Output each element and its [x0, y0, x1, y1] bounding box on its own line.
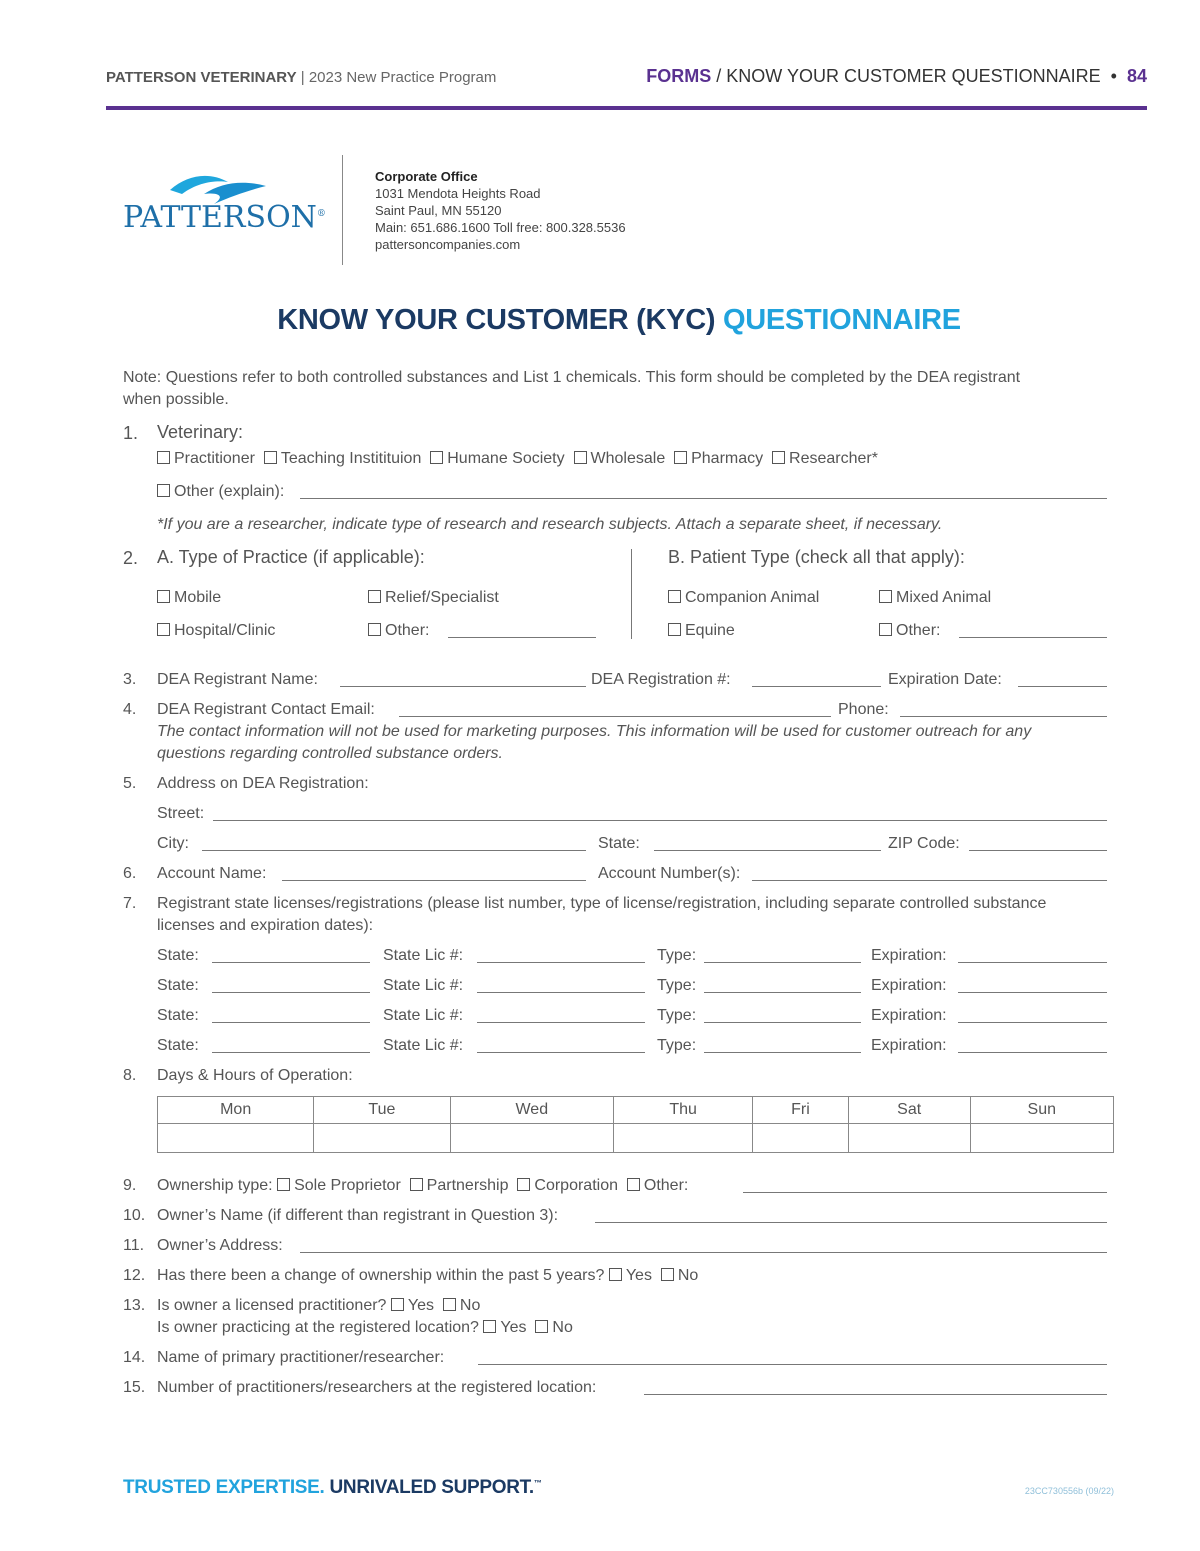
q2-a-label: A. Type of Practice (if applicable): — [157, 547, 425, 567]
q1-other: Other (explain): — [157, 483, 284, 501]
license-type-field-2[interactable] — [704, 992, 861, 993]
page-number: 84 — [1126, 66, 1147, 86]
hours-header-row — [158, 1097, 1114, 1124]
hours-wed-cell[interactable] — [450, 1124, 614, 1153]
licensed-practitioner-no-checkbox[interactable] — [443, 1298, 456, 1311]
license-expiration-field-3[interactable] — [958, 1022, 1107, 1023]
q7-label-line-1: Registrant state licenses/registrations (please list number, type of license/registration, including separate controlled substance — [157, 895, 1047, 912]
other-explain-checkbox[interactable] — [157, 484, 170, 497]
dea-registration-field[interactable] — [752, 686, 881, 687]
relief-specialist-checkbox[interactable] — [368, 590, 381, 603]
primary-practitioner-field[interactable] — [478, 1364, 1107, 1365]
license-type-label: Type: — [657, 1007, 697, 1024]
humane-society-checkbox[interactable] — [430, 451, 443, 464]
account-name-field[interactable] — [282, 880, 586, 881]
q2-b-label: B. Patient Type (check all that apply): — [668, 547, 965, 567]
q11-number: 11. — [123, 1237, 145, 1254]
account-name-label: Account Name: — [157, 865, 267, 882]
q7-number: 7. — [123, 895, 137, 912]
mixed-animal-option: Mixed Animal — [879, 589, 991, 607]
license-state-label: State: — [157, 1007, 199, 1024]
header-brand: PATTERSON VETERINARY | 2023 New Practice Program — [106, 69, 497, 86]
q9-number: 9. — [123, 1177, 137, 1194]
q3-number: 3. — [123, 671, 137, 688]
q1-label: Veterinary: — [157, 422, 244, 442]
q1-footnote: *If you are a researcher, indicate type of research and research subjects. Attach a separate sheet, if necessary. — [157, 516, 943, 533]
city-label: City: — [157, 835, 189, 852]
corporation-checkbox[interactable] — [517, 1178, 530, 1191]
license-expiration-label: Expiration: — [871, 977, 947, 994]
account-number-label: Account Number(s): — [598, 865, 741, 882]
page-title: KNOW YOUR CUSTOMER (KYC) QUESTIONNAIRE — [277, 304, 961, 336]
footer-tagline: TRUSTED EXPERTISE. UNRIVALED SUPPORT.™ — [123, 1477, 542, 1498]
hours-thu-cell[interactable] — [614, 1124, 753, 1153]
license-type-label: Type: — [657, 1037, 697, 1054]
street-label: Street: — [157, 805, 205, 822]
practicing-location-row: Is owner practicing at the registered location? Yes No — [157, 1319, 573, 1336]
day-tue: Tue — [314, 1097, 450, 1124]
day-wed: Wed — [450, 1097, 614, 1124]
mobile-checkbox[interactable] — [157, 590, 170, 603]
account-number-field[interactable] — [752, 880, 1107, 881]
patterson-logo: PATTERSON® — [123, 200, 326, 235]
hours-entry-row — [158, 1124, 1114, 1153]
license-state-lic-field-4[interactable] — [477, 1052, 645, 1053]
q5-number: 5. — [123, 775, 137, 792]
mobile-option: Mobile — [157, 589, 221, 607]
q10-number: 10. — [123, 1207, 146, 1224]
dea-registrant-name-label: DEA Registrant Name: — [157, 671, 318, 688]
owner-address-field[interactable] — [300, 1252, 1107, 1253]
primary-practitioner-label: Name of primary practitioner/researcher: — [157, 1349, 445, 1366]
license-state-lic-field-2[interactable] — [477, 992, 645, 993]
companion-animal-option: Companion Animal — [668, 589, 819, 607]
companion-animal-checkbox[interactable] — [668, 590, 681, 603]
relief-specialist-option: Relief/Specialist — [368, 589, 499, 607]
day-sun: Sun — [970, 1097, 1113, 1124]
hospital-clinic-checkbox[interactable] — [157, 623, 170, 636]
practitioner-checkbox[interactable] — [157, 451, 170, 464]
license-state-label: State: — [157, 947, 199, 964]
ownership-type-label: Ownership type: — [157, 1177, 273, 1194]
mixed-animal-checkbox[interactable] — [879, 590, 892, 603]
practice-other-option: Other: — [368, 622, 429, 640]
license-type-field-4[interactable] — [704, 1052, 861, 1053]
phone-label: Phone: — [838, 701, 889, 718]
license-type-label: Type: — [657, 977, 697, 994]
expiration-date-field[interactable] — [1018, 686, 1107, 687]
license-type-label: Type: — [657, 947, 697, 964]
license-state-lic-label: State Lic #: — [383, 947, 464, 964]
practitioner-count-label: Number of practitioners/researchers at the registered location: — [157, 1379, 597, 1396]
license-expiration-label: Expiration: — [871, 1037, 947, 1054]
license-state-lic-field-1[interactable] — [477, 962, 645, 963]
q15-number: 15. — [123, 1379, 146, 1396]
contact-email-label: DEA Registrant Contact Email: — [157, 701, 375, 718]
ownership-change-yes-checkbox[interactable] — [609, 1268, 622, 1281]
q8-number: 8. — [123, 1067, 137, 1084]
licensed-practitioner-yes-checkbox[interactable] — [391, 1298, 404, 1311]
patient-other-option: Other: — [879, 622, 940, 640]
note-line-1: Note: Questions refer to both controlled substances and List 1 chemicals. This form should be completed by the DEA registrant — [123, 369, 1021, 386]
practice-other-field[interactable] — [448, 637, 596, 638]
footer-form-code: 23CC730556b (09/22) — [1024, 1486, 1114, 1496]
day-thu: Thu — [614, 1097, 753, 1124]
header-rule — [106, 106, 1147, 110]
phone-field[interactable] — [900, 716, 1107, 717]
day-fri: Fri — [753, 1097, 849, 1124]
ownership-change-row: Has there been a change of ownership within the past 5 years? Yes No — [157, 1267, 699, 1284]
researcher-checkbox[interactable] — [772, 451, 785, 464]
state-field[interactable] — [654, 850, 881, 851]
q6-number: 6. — [123, 865, 137, 882]
dea-registration-label: DEA Registration #: — [591, 671, 731, 688]
hours-mon-cell[interactable] — [158, 1124, 314, 1153]
q14-number: 14. — [123, 1349, 146, 1366]
owner-address-label: Owner’s Address: — [157, 1237, 283, 1254]
license-expiration-field-2[interactable] — [958, 992, 1107, 993]
q13-number: 13. — [123, 1297, 146, 1314]
street-field[interactable] — [213, 820, 1107, 821]
ownership-type-row: Ownership type: Sole Proprietor Partnership Corporation Other: — [157, 1177, 689, 1194]
owner-name-label: Owner’s Name (if different than registrant in Question 3): — [157, 1207, 559, 1224]
license-state-lic-label: State Lic #: — [383, 977, 464, 994]
hours-sun-cell[interactable] — [970, 1124, 1113, 1153]
ownership-other-field[interactable] — [743, 1192, 1107, 1193]
state-label: State: — [598, 835, 640, 852]
q2-column-divider — [631, 549, 632, 639]
hours-table — [157, 1096, 1114, 1153]
license-state-field-4[interactable] — [212, 1052, 370, 1053]
license-expiration-label: Expiration: — [871, 947, 947, 964]
license-state-lic-label: State Lic #: — [383, 1037, 464, 1054]
license-type-field-1[interactable] — [704, 962, 861, 963]
license-expiration-label: Expiration: — [871, 1007, 947, 1024]
practice-other-checkbox[interactable] — [368, 623, 381, 636]
practicing-location-no-checkbox[interactable] — [535, 1320, 548, 1333]
q12-number: 12. — [123, 1267, 146, 1284]
license-state-label: State: — [157, 1037, 199, 1054]
license-state-field-2[interactable] — [212, 992, 370, 993]
contact-email-field[interactable] — [399, 716, 831, 717]
zip-code-label: ZIP Code: — [888, 835, 960, 852]
other-explain-field[interactable] — [300, 498, 1107, 499]
q4-number: 4. — [123, 701, 137, 718]
q4-note-line-1: The contact information will not be used for marketing purposes. This information will be used for customer outreach for any — [157, 723, 1032, 740]
license-expiration-field-1[interactable] — [958, 962, 1107, 963]
license-state-lic-label: State Lic #: — [383, 1007, 464, 1024]
hospital-clinic-option: Hospital/Clinic — [157, 622, 275, 640]
license-state-lic-field-3[interactable] — [477, 1022, 645, 1023]
owner-name-field[interactable] — [595, 1222, 1107, 1223]
patient-other-checkbox[interactable] — [879, 623, 892, 636]
sole-proprietor-checkbox[interactable] — [277, 1178, 290, 1191]
practicing-location-yes-checkbox[interactable] — [483, 1320, 496, 1333]
equine-checkbox[interactable] — [668, 623, 681, 636]
practitioner-count-field[interactable] — [644, 1394, 1107, 1395]
hours-tue-cell[interactable] — [314, 1124, 450, 1153]
license-state-label: State: — [157, 977, 199, 994]
note-line-2: when possible. — [123, 391, 229, 408]
header-section: FORMS / KNOW YOUR CUSTOMER QUESTIONNAIRE • 84 — [646, 66, 1147, 86]
logo-divider — [342, 155, 343, 265]
license-type-field-3[interactable] — [704, 1022, 861, 1023]
q1-number: 1. — [123, 423, 139, 443]
dea-address-label: Address on DEA Registration: — [157, 775, 369, 792]
q1-options: Practitioner Teaching Institituion Humane Society Wholesale Pharmacy Researcher* — [157, 450, 878, 468]
license-state-field-1[interactable] — [212, 962, 370, 963]
licensed-practitioner-row: Is owner a licensed practitioner? Yes No — [157, 1297, 481, 1314]
day-sat: Sat — [848, 1097, 970, 1124]
city-field[interactable] — [202, 850, 586, 851]
partnership-checkbox[interactable] — [410, 1178, 423, 1191]
corporate-address: Corporate Office 1031 Mendota Heights Road Saint Paul, MN 55120 Main: 651.686.1600 Toll free: 800.328.5536 pattersoncompanies.com — [375, 169, 626, 252]
pharmacy-checkbox[interactable] — [674, 451, 687, 464]
q2-number: 2. — [123, 548, 139, 568]
dea-registrant-name-field[interactable] — [340, 686, 586, 687]
day-mon: Mon — [158, 1097, 314, 1124]
q7-label-line-2: licenses and expiration dates): — [157, 917, 374, 934]
ownership-change-no-checkbox[interactable] — [661, 1268, 674, 1281]
license-state-field-3[interactable] — [212, 1022, 370, 1023]
patient-other-field[interactable] — [959, 637, 1107, 638]
hours-label: Days & Hours of Operation: — [157, 1067, 353, 1084]
hours-fri-cell[interactable] — [753, 1124, 849, 1153]
zip-code-field[interactable] — [969, 850, 1107, 851]
q4-note-line-2: questions regarding controlled substance orders. — [157, 745, 503, 762]
hours-sat-cell[interactable] — [848, 1124, 970, 1153]
expiration-date-label: Expiration Date: — [888, 671, 1002, 688]
wholesale-checkbox[interactable] — [574, 451, 587, 464]
equine-option: Equine — [668, 622, 735, 640]
teaching-institution-checkbox[interactable] — [264, 451, 277, 464]
ownership-other-checkbox[interactable] — [627, 1178, 640, 1191]
license-expiration-field-4[interactable] — [958, 1052, 1107, 1053]
